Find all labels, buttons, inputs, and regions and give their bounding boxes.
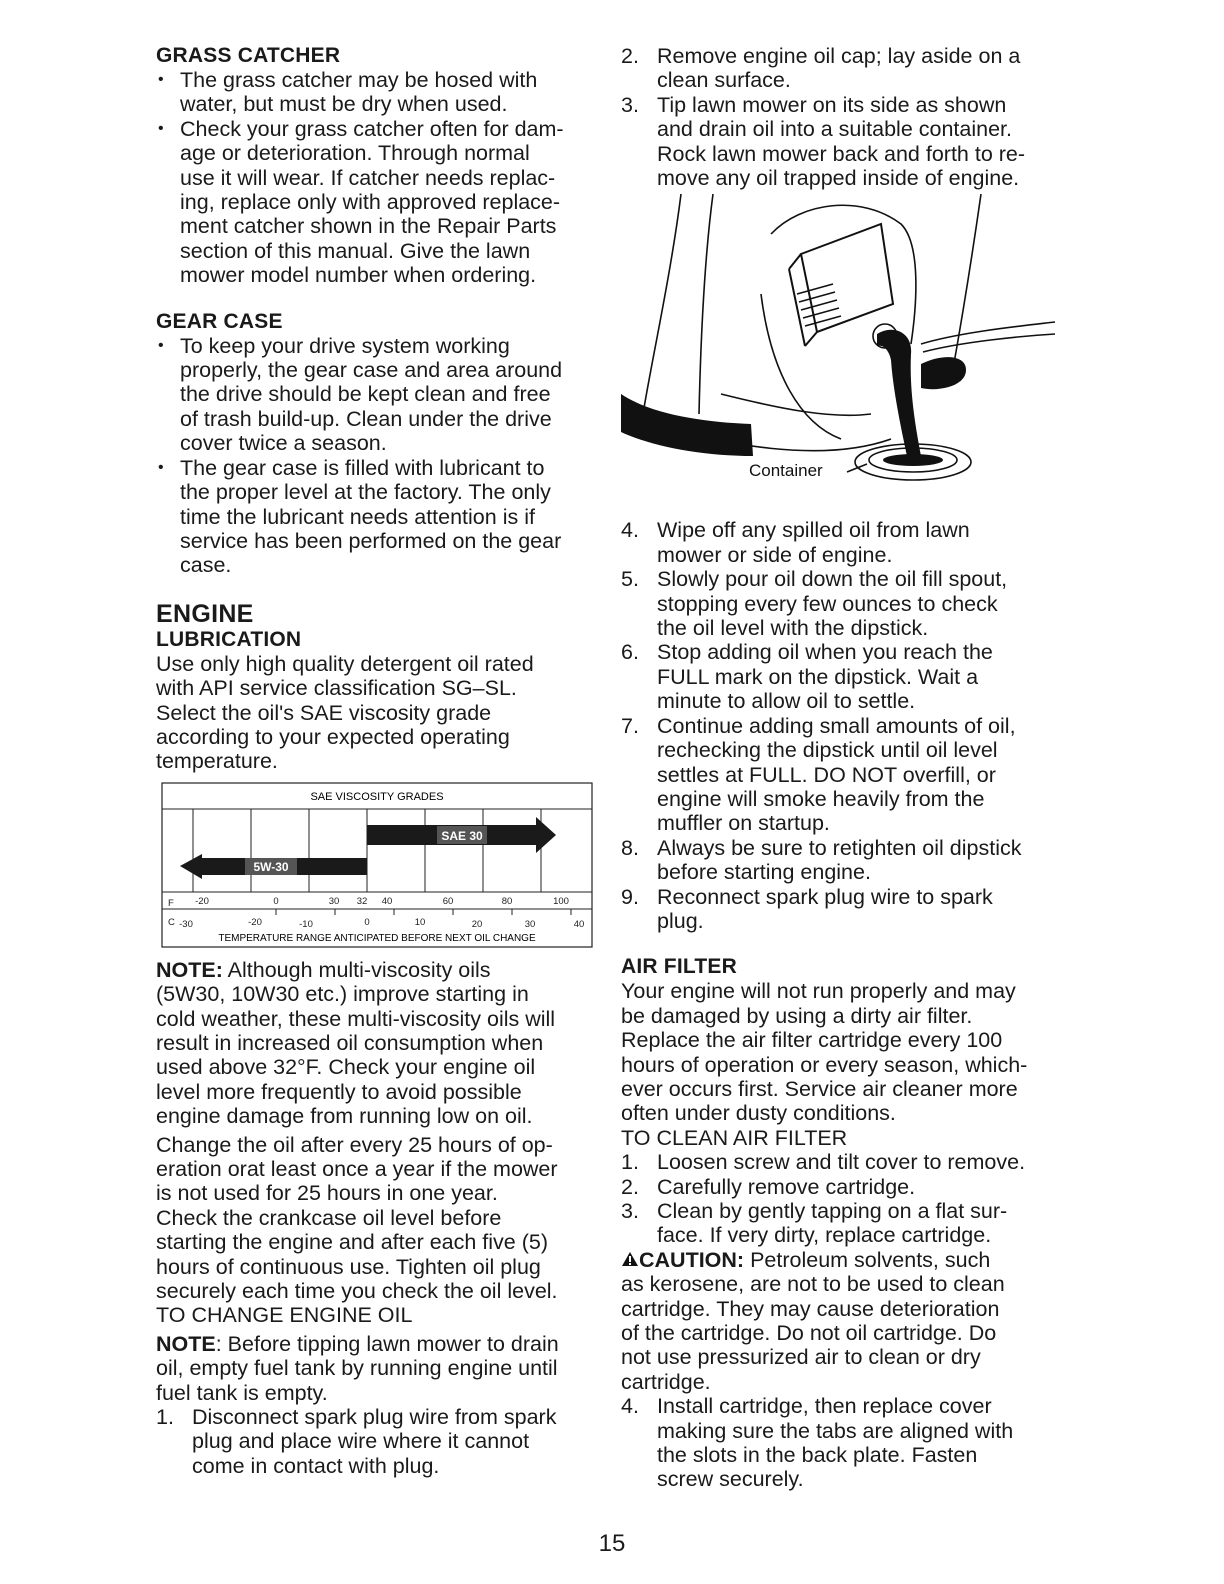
viscosity-chart-title: SAE VISCOSITY GRADES bbox=[310, 790, 444, 803]
tick-label: -10 bbox=[299, 918, 313, 930]
sae-viscosity-chart bbox=[158, 782, 594, 948]
list-item: • The gear case is filled with lubricant to the proper level at the factory. The only time the lubricant needs attention is if service has been performed on the gear case. bbox=[156, 456, 596, 578]
list-item: 4. Wipe off any spilled oil from lawn mower or side of engine. bbox=[621, 518, 970, 567]
list-item: 5. Slowly pour oil down the oil fill spout, stopping every few ounces to check the oil level with the dipstick. bbox=[621, 567, 1008, 641]
bar-sae30-label: SAE 30 bbox=[441, 828, 483, 843]
air-filter-heading: AIR FILTER bbox=[621, 955, 737, 979]
list-item: 4. Install cartridge, then replace cover making sure the tabs are aligned with the slots in the back plate. Fasten screw securely. bbox=[621, 1394, 1014, 1492]
lubrication-heading: LUBRICATION bbox=[156, 627, 302, 651]
lubrication-intro: Use only high quality detergent oil rated with API service classification SG–SL. Select the oil's SAE viscosity grade according to your expected operating temperature. bbox=[156, 651, 534, 774]
viscosity-chart-footer: TEMPERATURE RANGE ANTICIPATED BEFORE NEXT OIL CHANGE bbox=[218, 932, 536, 944]
list-item: 6. Stop adding oil when you reach the FULL mark on the dipstick. Wait a minute to allow oil to settle. bbox=[621, 640, 993, 714]
tick-label: -30 bbox=[179, 918, 193, 930]
gear-case-heading: GEAR CASE bbox=[156, 309, 283, 333]
tick-label: 0 bbox=[273, 895, 279, 907]
viscosity-chart-svg bbox=[158, 782, 594, 948]
list-item: 3. Tip lawn mower on its side as shown and drain oil into a suitable container. Rock lawn mower back and forth to re- move any oil trapped inside of engine. bbox=[621, 92, 1026, 191]
note-before-tipping: NOTE: Before tipping lawn mower to drain oil, empty fuel tank by running engine until fuel tank is empty. bbox=[156, 1331, 559, 1405]
change-oil-paragraph: Change the oil after every 25 hours of op- eration orat least once a year if the mower is not used for 25 hours in one year. Check the crankcase oil level before starting the engine and after each five (5) hours of continuous use. Tighten oil plug securely each time you check the oil level. bbox=[156, 1132, 558, 1304]
list-item: 7. Continue adding small amounts of oil, rechecking the dipstick until oil level settles at FULL. DO NOT overfill, or engine will smoke heavily from the muffler on startup. bbox=[621, 713, 1016, 836]
tick-label: 60 bbox=[442, 895, 454, 907]
f-axis-label: F bbox=[168, 897, 174, 909]
tick-label: 100 bbox=[553, 895, 569, 907]
tick-label: 20 bbox=[471, 918, 483, 930]
tick-label: 40 bbox=[573, 918, 585, 930]
list-item: 2. Remove engine oil cap; lay aside on a clean surface. bbox=[621, 44, 1021, 93]
tick-label: 40 bbox=[381, 895, 393, 907]
oil-steps-right-a bbox=[621, 44, 1061, 190]
list-item: 2. Carefully remove cartridge. bbox=[621, 1174, 916, 1199]
c-axis-label: C bbox=[168, 916, 175, 928]
drain-oil-illustration bbox=[621, 194, 1061, 512]
oil-steps-right-b bbox=[621, 518, 1061, 933]
list-item: • Check your grass catcher often for dam- age or deterioration. Through normal use it will wear. If catcher needs replac- ing, replace only with approved replace- ment catcher shown in the Repair Parts section of this manual. Give the lawn mower model number when ordering. bbox=[156, 117, 596, 288]
list-item: 3. Clean by gently tapping on a flat sur- face. If very dirty, replace cartridge. bbox=[621, 1199, 1008, 1248]
tick-label: 0 bbox=[364, 916, 370, 928]
tick-label: 32 bbox=[356, 895, 368, 907]
tick-label: 80 bbox=[501, 895, 513, 907]
list-item: 1. Disconnect spark plug wire from spark plug and place wire where it cannot come in contact with plug. bbox=[156, 1405, 557, 1478]
caution-paragraph: CAUTION: Petroleum solvents, such as kerosene, are not to be used to clean cartridge. They may cause deterioration of the cartridge. Do not oil cartridge. Do not use pressurized air to clean or dry cartridge. bbox=[621, 1247, 1005, 1394]
mower-wheel bbox=[621, 394, 753, 456]
grass-catcher-heading: GRASS CATCHER bbox=[156, 44, 341, 67]
mower-tipped-illustration bbox=[621, 194, 1061, 512]
tick-label: 30 bbox=[524, 918, 536, 930]
list-item: 1. Loosen screw and tilt cover to remove. bbox=[621, 1150, 1026, 1175]
oil-steps-left bbox=[156, 1405, 596, 1478]
to-change-oil-heading: TO CHANGE ENGINE OIL bbox=[156, 1303, 413, 1328]
list-item: • The grass catcher may be hosed with water, but must be dry when used. bbox=[156, 68, 596, 117]
warning-triangle-icon bbox=[621, 1248, 639, 1272]
list-item: • To keep your drive system working properly, the gear case and area around the drive should be kept clean and free of trash build-up. Clean under the drive cover twice a season. bbox=[156, 334, 596, 456]
gear-case-list bbox=[156, 334, 596, 578]
tick-label: 10 bbox=[414, 916, 426, 928]
clean-air-filter-heading: TO CLEAN AIR FILTER bbox=[621, 1125, 848, 1150]
tick-label: -20 bbox=[248, 916, 262, 928]
left-column bbox=[156, 44, 596, 1478]
air-filter-intro: Your engine will not run properly and may be damaged by using a dirty air filter. Replace the air filter cartridge every 100 hours of operation or every season, which- ever occurs first. Service air cleaner more often under dusty conditions. bbox=[621, 979, 1028, 1126]
grass-catcher-list bbox=[156, 68, 596, 288]
container-label: Container bbox=[749, 461, 823, 481]
engine-heading: ENGINE bbox=[156, 599, 254, 628]
list-item: 9. Reconnect spark plug wire to spark plug. bbox=[621, 884, 993, 933]
tick-label: 30 bbox=[328, 895, 340, 907]
air-filter-steps bbox=[621, 1150, 1061, 1248]
air-filter-steps-2 bbox=[621, 1394, 1061, 1492]
tick-label: -20 bbox=[195, 895, 209, 907]
list-item: 8. Always be sure to retighten oil dipstick before starting engine. bbox=[621, 835, 1022, 885]
right-column bbox=[621, 44, 1061, 1492]
page-number: 15 bbox=[598, 1530, 626, 1557]
note-multi-viscosity: NOTE: Although multi-viscosity oils (5W30, 10W30 etc.) improve starting in cold weather, these multi-viscosity oils will result in increased oil consumption when used above 32°F. Check your engine oil level more frequently to avoid possible engine damage from running low on oil. bbox=[156, 957, 556, 1129]
bar-5w30-label: 5W-30 bbox=[253, 859, 289, 874]
